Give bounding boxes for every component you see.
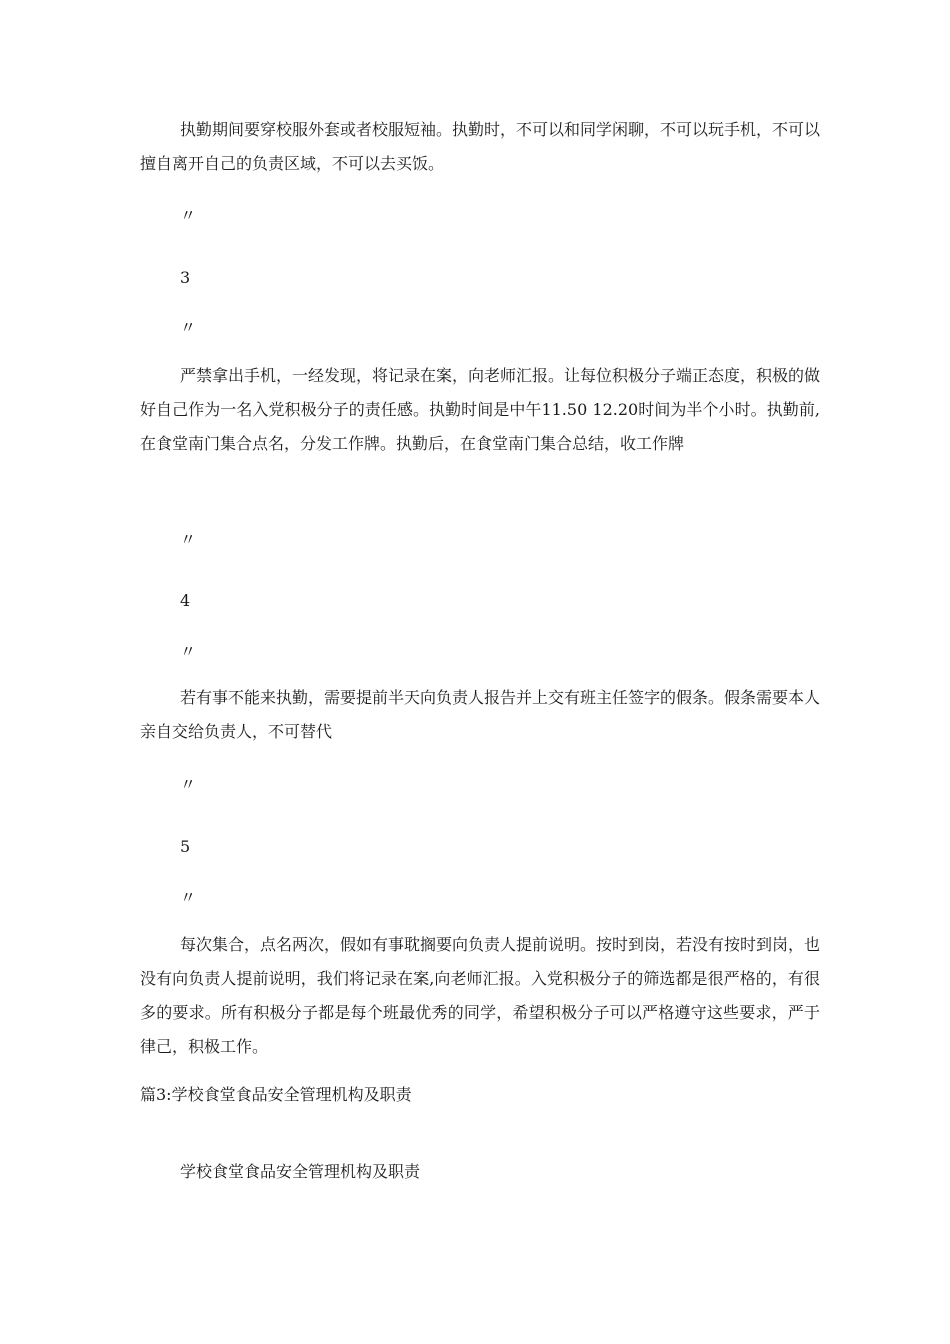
quote-mark: 〃 (180, 642, 197, 661)
paragraph-leave-rules: 若有事不能来执勤，需要提前半天向负责人报告并上交有班主任签字的假条。假条需要本人亲自交给负责人，不可替代 (140, 688, 821, 741)
section-heading: 篇3:学校食堂食品安全管理机构及职责 (140, 1085, 412, 1104)
quote-mark: 〃 (180, 775, 197, 794)
item-number-3: 3 (180, 268, 191, 287)
paragraph-phone-rules: 严禁拿出手机，一经发现，将记录在案，向老师汇报。让每位积极分子端正态度，积极的做好自己作为一名入党积极分子的责任感。执勤时间是中午11.50 12.20时间为半个小时。执勤前,在食堂南门集合点名，分发工作牌。执勤后，在食堂南门集合总结，收工作牌 (140, 366, 821, 453)
quote-mark: 〃 (180, 206, 197, 225)
quote-mark: 〃 (180, 530, 197, 549)
quote-mark: 〃 (180, 318, 197, 337)
item-number-5: 5 (180, 837, 191, 856)
paragraph-uniform-rules: 执勤期间要穿校服外套或者校服短袖。执勤时，不可以和同学闲聊，不可以玩手机，不可以擅自离开自己的负责区域，不可以去买饭。 (140, 120, 821, 173)
item-number-4: 4 (180, 591, 191, 610)
quote-mark: 〃 (180, 888, 197, 907)
paragraph-roll-call-rules: 每次集合，点名两次，假如有事耽搁要向负责人提前说明。按时到岗，若没有按时到岗，也没有向负责人提前说明，我们将记录在案,向老师汇报。入党积极分子的筛选都是很严格的，有很多的要求。所有积极分子都是每个班最优秀的同学，希望积极分子可以严格遵守这些要求，严于律己，积极工作。 (140, 935, 821, 1056)
section-subtitle: 学校食堂食品安全管理机构及职责 (180, 1162, 421, 1181)
